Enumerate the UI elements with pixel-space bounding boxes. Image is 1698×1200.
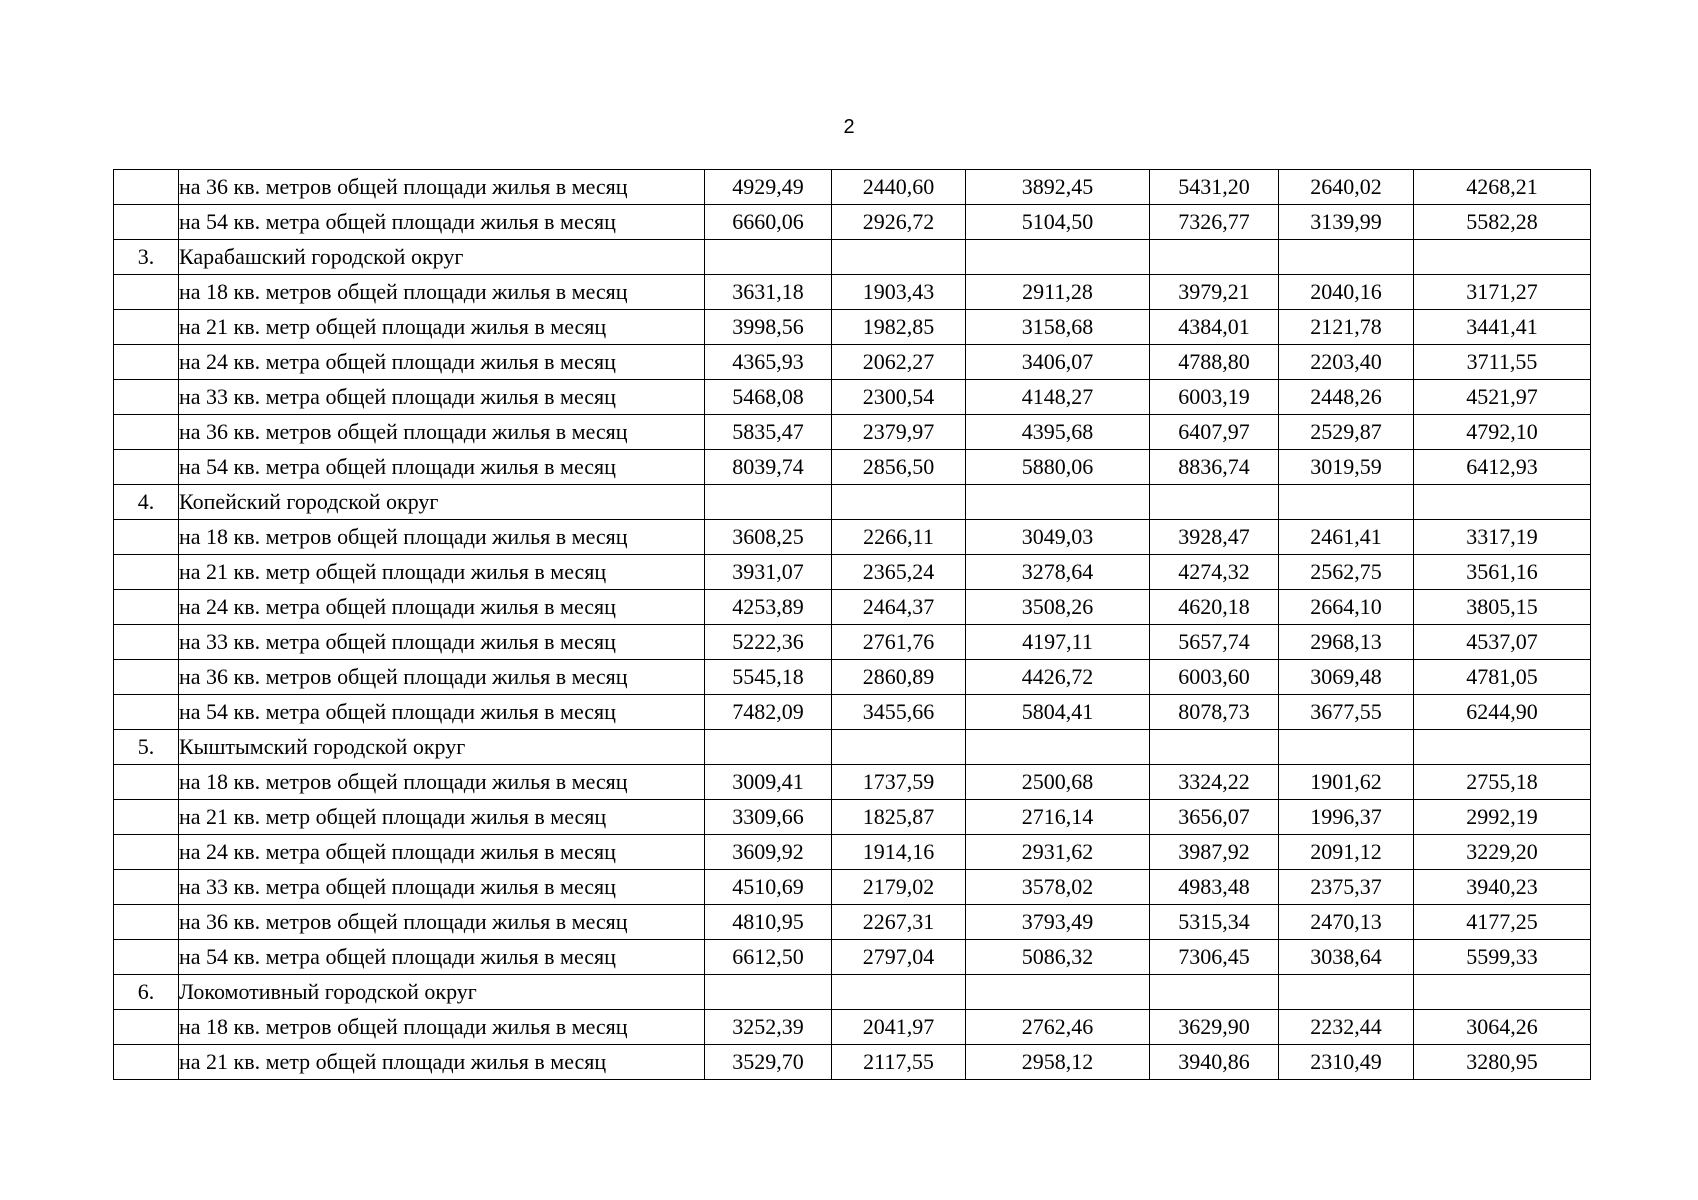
value-cell-3: 3406,07 <box>966 345 1150 380</box>
value-cell-1: 3998,56 <box>705 310 832 345</box>
row-number-cell: 5. <box>114 730 179 765</box>
value-cell-3: 4395,68 <box>966 415 1150 450</box>
data-table <box>113 169 1591 1080</box>
value-cell-1: 3009,41 <box>705 765 832 800</box>
value-cell-2 <box>832 240 966 275</box>
row-name-cell: на 36 кв. метров общей площади жилья в месяц <box>179 660 705 695</box>
row-name-cell: на 54 кв. метра общей площади жилья в месяц <box>179 940 705 975</box>
value-cell-3: 5086,32 <box>966 940 1150 975</box>
table-row <box>114 730 1591 765</box>
row-name-cell: на 21 кв. метр общей площади жилья в месяц <box>179 310 705 345</box>
value-cell-4: 6003,19 <box>1150 380 1279 415</box>
value-cell-6: 3280,95 <box>1414 1045 1591 1080</box>
value-cell-4: 4274,32 <box>1150 555 1279 590</box>
value-cell-1 <box>705 975 832 1010</box>
row-name-cell: Карабашский городской округ <box>179 240 705 275</box>
row-number-cell <box>114 1010 179 1045</box>
value-cell-4 <box>1150 975 1279 1010</box>
table-row <box>114 975 1591 1010</box>
table-body <box>114 170 1591 1080</box>
table-row <box>114 660 1591 695</box>
value-cell-4: 4983,48 <box>1150 870 1279 905</box>
value-cell-4: 3979,21 <box>1150 275 1279 310</box>
value-cell-6: 4792,10 <box>1414 415 1591 450</box>
value-cell-5: 2232,44 <box>1279 1010 1414 1045</box>
page-number: 2 <box>843 116 855 138</box>
row-number-cell: 3. <box>114 240 179 275</box>
row-name-cell: на 36 кв. метров общей площади жилья в месяц <box>179 170 705 205</box>
value-cell-3: 4426,72 <box>966 660 1150 695</box>
value-cell-6: 3711,55 <box>1414 345 1591 380</box>
value-cell-2: 2440,60 <box>832 170 966 205</box>
value-cell-1: 3252,39 <box>705 1010 832 1045</box>
value-cell-1: 8039,74 <box>705 450 832 485</box>
value-cell-2: 2797,04 <box>832 940 966 975</box>
value-cell-4: 4384,01 <box>1150 310 1279 345</box>
value-cell-6: 2992,19 <box>1414 800 1591 835</box>
value-cell-2: 2041,97 <box>832 1010 966 1045</box>
value-cell-1: 3608,25 <box>705 520 832 555</box>
value-cell-4: 3324,22 <box>1150 765 1279 800</box>
row-number-cell <box>114 310 179 345</box>
value-cell-1: 3931,07 <box>705 555 832 590</box>
row-name-cell: Локомотивный городской округ <box>179 975 705 1010</box>
row-number-cell <box>114 835 179 870</box>
value-cell-5: 3139,99 <box>1279 205 1414 240</box>
value-cell-3: 3158,68 <box>966 310 1150 345</box>
value-cell-2: 2761,76 <box>832 625 966 660</box>
value-cell-1: 6660,06 <box>705 205 832 240</box>
value-cell-2: 3455,66 <box>832 695 966 730</box>
value-cell-5: 2121,78 <box>1279 310 1414 345</box>
row-name-cell: на 33 кв. метра общей площади жилья в месяц <box>179 380 705 415</box>
row-number-cell <box>114 345 179 380</box>
value-cell-6: 4521,97 <box>1414 380 1591 415</box>
value-cell-6: 5599,33 <box>1414 940 1591 975</box>
value-cell-6: 6244,90 <box>1414 695 1591 730</box>
value-cell-5: 2461,41 <box>1279 520 1414 555</box>
value-cell-1: 5222,36 <box>705 625 832 660</box>
value-cell-6 <box>1414 730 1591 765</box>
value-cell-4 <box>1150 730 1279 765</box>
value-cell-3 <box>966 730 1150 765</box>
value-cell-5: 3038,64 <box>1279 940 1414 975</box>
value-cell-6: 3317,19 <box>1414 520 1591 555</box>
value-cell-2: 2062,27 <box>832 345 966 380</box>
row-name-cell: Кыштымский городской округ <box>179 730 705 765</box>
value-cell-4: 6407,97 <box>1150 415 1279 450</box>
value-cell-3: 4197,11 <box>966 625 1150 660</box>
table-row <box>114 415 1591 450</box>
value-cell-4: 8836,74 <box>1150 450 1279 485</box>
value-cell-4: 7306,45 <box>1150 940 1279 975</box>
table-row <box>114 1010 1591 1045</box>
value-cell-1: 5545,18 <box>705 660 832 695</box>
value-cell-2: 1737,59 <box>832 765 966 800</box>
value-cell-2 <box>832 975 966 1010</box>
value-cell-6: 5582,28 <box>1414 205 1591 240</box>
value-cell-2 <box>832 730 966 765</box>
row-number-cell <box>114 1045 179 1080</box>
row-number-cell <box>114 555 179 590</box>
value-cell-5: 2203,40 <box>1279 345 1414 380</box>
value-cell-2: 1914,16 <box>832 835 966 870</box>
value-cell-6: 3561,16 <box>1414 555 1591 590</box>
value-cell-2: 2266,11 <box>832 520 966 555</box>
value-cell-5: 2091,12 <box>1279 835 1414 870</box>
value-cell-1: 4253,89 <box>705 590 832 625</box>
value-cell-5 <box>1279 975 1414 1010</box>
value-cell-1: 3609,92 <box>705 835 832 870</box>
value-cell-2: 1982,85 <box>832 310 966 345</box>
row-name-cell: на 24 кв. метра общей площади жилья в месяц <box>179 590 705 625</box>
value-cell-4: 5657,74 <box>1150 625 1279 660</box>
value-cell-3 <box>966 975 1150 1010</box>
value-cell-3 <box>966 485 1150 520</box>
table-row <box>114 695 1591 730</box>
table-row <box>114 310 1591 345</box>
value-cell-5: 2310,49 <box>1279 1045 1414 1080</box>
row-name-cell: Копейский городской округ <box>179 485 705 520</box>
value-cell-2: 2365,24 <box>832 555 966 590</box>
value-cell-5: 1901,62 <box>1279 765 1414 800</box>
value-cell-5: 2640,02 <box>1279 170 1414 205</box>
value-cell-5: 3677,55 <box>1279 695 1414 730</box>
value-cell-4: 7326,77 <box>1150 205 1279 240</box>
table-row <box>114 450 1591 485</box>
value-cell-1 <box>705 240 832 275</box>
value-cell-1: 3529,70 <box>705 1045 832 1080</box>
value-cell-3: 2762,46 <box>966 1010 1150 1045</box>
value-cell-6: 4781,05 <box>1414 660 1591 695</box>
value-cell-4 <box>1150 240 1279 275</box>
row-number-cell <box>114 870 179 905</box>
value-cell-2: 2117,55 <box>832 1045 966 1080</box>
value-cell-3: 4148,27 <box>966 380 1150 415</box>
table-row <box>114 170 1591 205</box>
value-cell-5 <box>1279 485 1414 520</box>
row-name-cell: на 24 кв. метра общей площади жилья в месяц <box>179 345 705 380</box>
table-row <box>114 485 1591 520</box>
value-cell-1: 4510,69 <box>705 870 832 905</box>
value-cell-4: 6003,60 <box>1150 660 1279 695</box>
value-cell-5: 1996,37 <box>1279 800 1414 835</box>
table-row <box>114 380 1591 415</box>
value-cell-4: 8078,73 <box>1150 695 1279 730</box>
table-row <box>114 275 1591 310</box>
value-cell-3: 2716,14 <box>966 800 1150 835</box>
row-number-cell <box>114 800 179 835</box>
row-name-cell: на 21 кв. метр общей площади жилья в месяц <box>179 800 705 835</box>
row-number-cell <box>114 275 179 310</box>
value-cell-6: 2755,18 <box>1414 765 1591 800</box>
value-cell-3: 3892,45 <box>966 170 1150 205</box>
row-number-cell <box>114 450 179 485</box>
value-cell-2: 2300,54 <box>832 380 966 415</box>
value-cell-6: 3441,41 <box>1414 310 1591 345</box>
row-name-cell: на 18 кв. метров общей площади жилья в месяц <box>179 275 705 310</box>
value-cell-5: 2664,10 <box>1279 590 1414 625</box>
value-cell-1: 4929,49 <box>705 170 832 205</box>
table-row <box>114 555 1591 590</box>
value-cell-2: 2379,97 <box>832 415 966 450</box>
value-cell-2 <box>832 485 966 520</box>
value-cell-4: 5315,34 <box>1150 905 1279 940</box>
value-cell-1: 7482,09 <box>705 695 832 730</box>
value-cell-3: 3049,03 <box>966 520 1150 555</box>
value-cell-1: 3309,66 <box>705 800 832 835</box>
value-cell-3 <box>966 240 1150 275</box>
value-cell-4 <box>1150 485 1279 520</box>
table-row <box>114 345 1591 380</box>
value-cell-4: 3987,92 <box>1150 835 1279 870</box>
table-row <box>114 800 1591 835</box>
value-cell-4: 4620,18 <box>1150 590 1279 625</box>
value-cell-2: 1903,43 <box>832 275 966 310</box>
value-cell-2: 2179,02 <box>832 870 966 905</box>
row-name-cell: на 24 кв. метра общей площади жилья в месяц <box>179 835 705 870</box>
row-number-cell <box>114 205 179 240</box>
value-cell-1: 5835,47 <box>705 415 832 450</box>
value-cell-2: 2464,37 <box>832 590 966 625</box>
value-cell-6 <box>1414 975 1591 1010</box>
value-cell-6: 4537,07 <box>1414 625 1591 660</box>
value-cell-3: 3578,02 <box>966 870 1150 905</box>
row-number-cell <box>114 695 179 730</box>
value-cell-5: 3069,48 <box>1279 660 1414 695</box>
value-cell-1: 3631,18 <box>705 275 832 310</box>
value-cell-6: 6412,93 <box>1414 450 1591 485</box>
value-cell-5 <box>1279 730 1414 765</box>
value-cell-4: 3656,07 <box>1150 800 1279 835</box>
value-cell-2: 2926,72 <box>832 205 966 240</box>
table-row <box>114 520 1591 555</box>
row-name-cell: на 36 кв. метров общей площади жилья в месяц <box>179 905 705 940</box>
value-cell-2: 2856,50 <box>832 450 966 485</box>
value-cell-3: 3278,64 <box>966 555 1150 590</box>
value-cell-3: 5880,06 <box>966 450 1150 485</box>
value-cell-6: 4177,25 <box>1414 905 1591 940</box>
value-cell-6: 3805,15 <box>1414 590 1591 625</box>
value-cell-1: 5468,08 <box>705 380 832 415</box>
value-cell-5: 3019,59 <box>1279 450 1414 485</box>
value-cell-3: 2931,62 <box>966 835 1150 870</box>
table-row <box>114 835 1591 870</box>
value-cell-5: 2040,16 <box>1279 275 1414 310</box>
table-row <box>114 240 1591 275</box>
value-cell-3: 5104,50 <box>966 205 1150 240</box>
value-cell-2: 2267,31 <box>832 905 966 940</box>
row-name-cell: на 36 кв. метров общей площади жилья в месяц <box>179 415 705 450</box>
value-cell-3: 3793,49 <box>966 905 1150 940</box>
value-cell-1: 4365,93 <box>705 345 832 380</box>
row-name-cell: на 18 кв. метров общей площади жилья в месяц <box>179 520 705 555</box>
value-cell-5: 2562,75 <box>1279 555 1414 590</box>
row-number-cell <box>114 590 179 625</box>
value-cell-4: 4788,80 <box>1150 345 1279 380</box>
value-cell-3: 3508,26 <box>966 590 1150 625</box>
value-cell-6: 3940,23 <box>1414 870 1591 905</box>
value-cell-6 <box>1414 485 1591 520</box>
value-cell-4: 3629,90 <box>1150 1010 1279 1045</box>
value-cell-1: 6612,50 <box>705 940 832 975</box>
row-name-cell: на 18 кв. метров общей площади жилья в месяц <box>179 1010 705 1045</box>
row-name-cell: на 33 кв. метра общей площади жилья в месяц <box>179 870 705 905</box>
value-cell-2: 2860,89 <box>832 660 966 695</box>
row-number-cell <box>114 520 179 555</box>
row-name-cell: на 21 кв. метр общей площади жилья в месяц <box>179 1045 705 1080</box>
value-cell-5: 2470,13 <box>1279 905 1414 940</box>
row-number-cell <box>114 905 179 940</box>
row-name-cell: на 54 кв. метра общей площади жилья в месяц <box>179 450 705 485</box>
row-name-cell: на 54 кв. метра общей площади жилья в месяц <box>179 205 705 240</box>
row-name-cell: на 54 кв. метра общей площади жилья в месяц <box>179 695 705 730</box>
table-row <box>114 1045 1591 1080</box>
row-name-cell: на 33 кв. метра общей площади жилья в месяц <box>179 625 705 660</box>
row-number-cell <box>114 940 179 975</box>
table-row <box>114 205 1591 240</box>
value-cell-6 <box>1414 240 1591 275</box>
value-cell-5: 2375,37 <box>1279 870 1414 905</box>
value-cell-2: 1825,87 <box>832 800 966 835</box>
table-row <box>114 870 1591 905</box>
table-row <box>114 905 1591 940</box>
row-number-cell <box>114 765 179 800</box>
value-cell-5 <box>1279 240 1414 275</box>
value-cell-6: 3229,20 <box>1414 835 1591 870</box>
value-cell-1: 4810,95 <box>705 905 832 940</box>
value-cell-3: 2500,68 <box>966 765 1150 800</box>
row-name-cell: на 18 кв. метров общей площади жилья в месяц <box>179 765 705 800</box>
row-number-cell: 6. <box>114 975 179 1010</box>
value-cell-3: 5804,41 <box>966 695 1150 730</box>
value-cell-4: 3928,47 <box>1150 520 1279 555</box>
row-number-cell <box>114 660 179 695</box>
value-cell-1 <box>705 485 832 520</box>
table-row <box>114 590 1591 625</box>
value-cell-4: 5431,20 <box>1150 170 1279 205</box>
value-cell-6: 3064,26 <box>1414 1010 1591 1045</box>
value-cell-1 <box>705 730 832 765</box>
table-row <box>114 765 1591 800</box>
value-cell-6: 4268,21 <box>1414 170 1591 205</box>
value-cell-3: 2911,28 <box>966 275 1150 310</box>
value-cell-5: 2529,87 <box>1279 415 1414 450</box>
row-number-cell <box>114 170 179 205</box>
row-number-cell <box>114 415 179 450</box>
value-cell-5: 2968,13 <box>1279 625 1414 660</box>
value-cell-6: 3171,27 <box>1414 275 1591 310</box>
row-number-cell: 4. <box>114 485 179 520</box>
row-number-cell <box>114 380 179 415</box>
value-cell-5: 2448,26 <box>1279 380 1414 415</box>
row-name-cell: на 21 кв. метр общей площади жилья в месяц <box>179 555 705 590</box>
table-row <box>114 625 1591 660</box>
value-cell-4: 3940,86 <box>1150 1045 1279 1080</box>
table-row <box>114 940 1591 975</box>
value-cell-3: 2958,12 <box>966 1045 1150 1080</box>
row-number-cell <box>114 625 179 660</box>
